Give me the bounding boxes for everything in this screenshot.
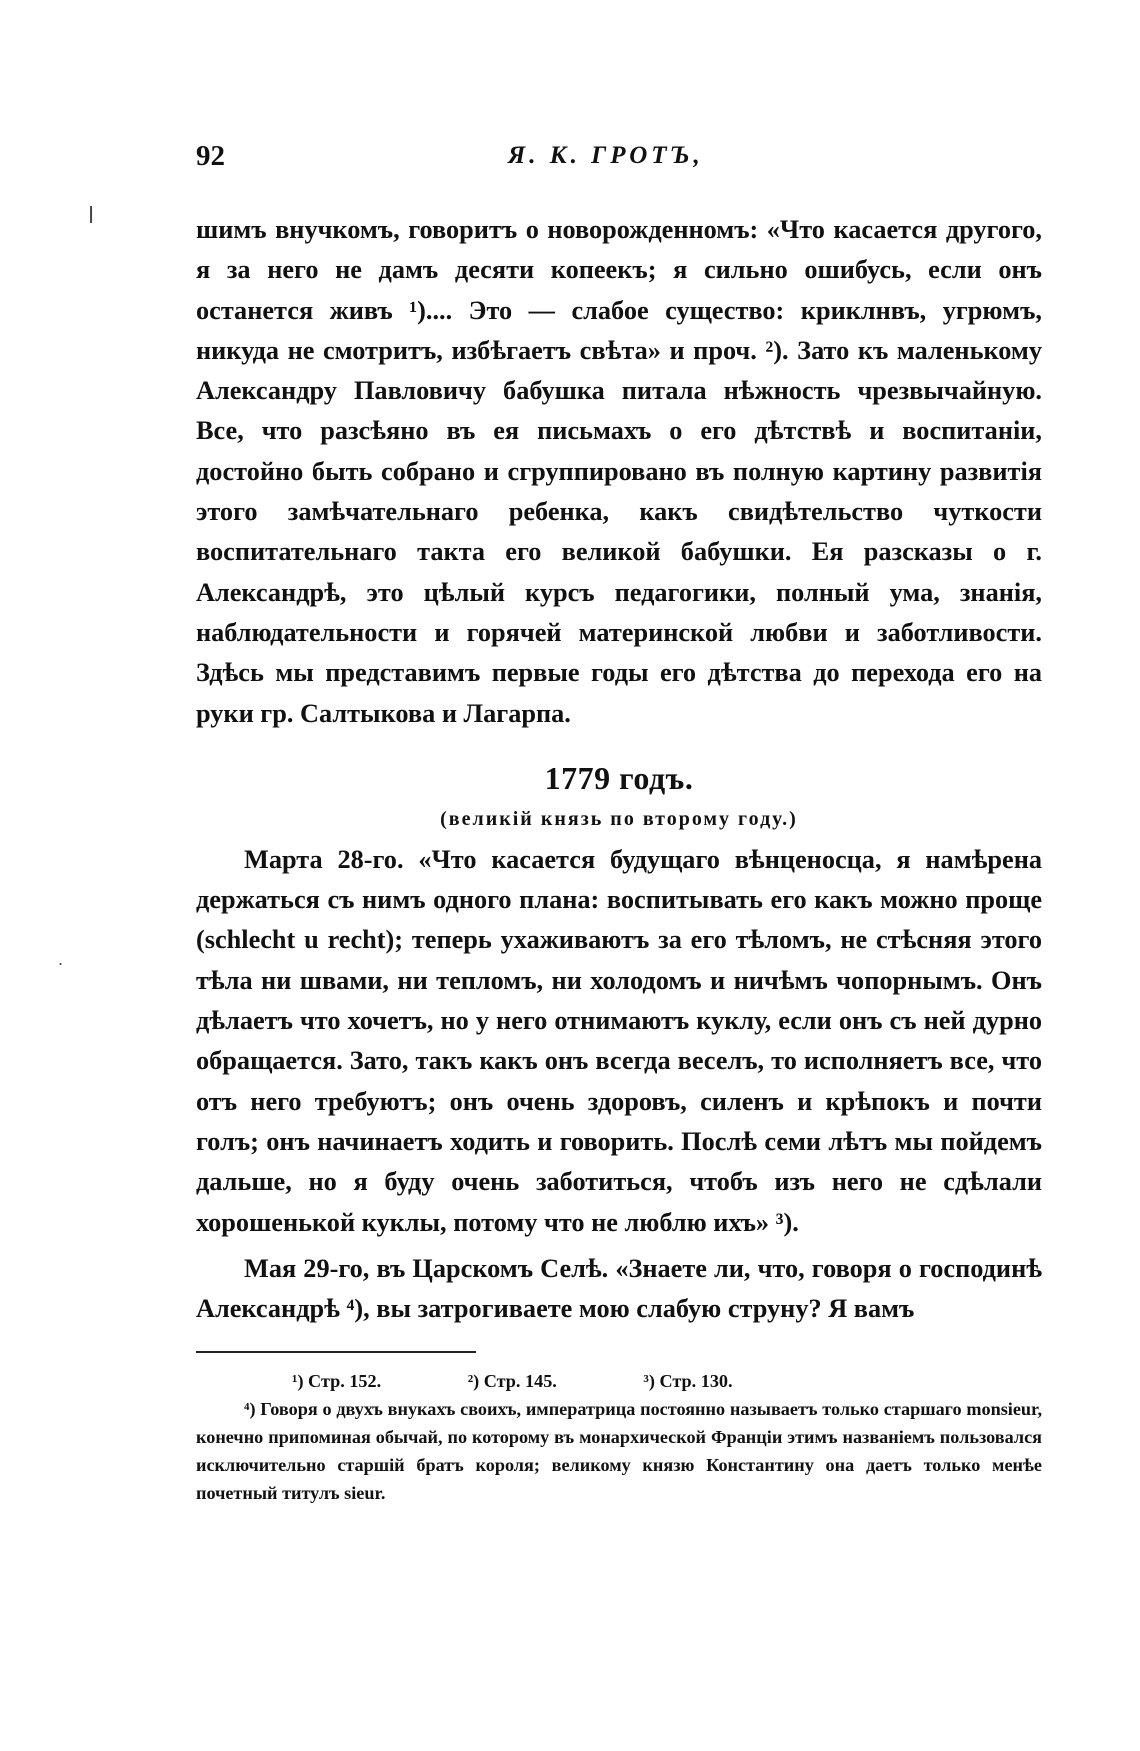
- footnote-3: ³) Стр. 130.: [643, 1371, 733, 1392]
- margin-mark: l: [88, 204, 95, 229]
- footnote-4: ⁴) Говоря о двухъ внукахъ своихъ, императрица постоянно называетъ только старшаго monsieur, конечно припоминая обычай, по которому въ монархической Франціи этимъ названіемъ пользовался исключительно старшій братъ короля; великому князю Константину она даетъ только менѣе почетный титулъ sieur.: [196, 1399, 1042, 1504]
- paragraph: Мая 29-го, въ Царскомъ Селѣ. «Знаете ли, что, говоря о господинѣ Александрѣ ⁴), вы затрогиваете мою слабую струну? Я вамъ: [196, 1253, 1042, 1324]
- section-title: 1779 годъ.: [544, 759, 694, 796]
- footnote-short-refs: [196, 1367, 1042, 1395]
- footnote-separator: [196, 1351, 476, 1353]
- footnote-1: ¹) Стр. 152.: [292, 1371, 382, 1392]
- footnotes: [196, 1367, 1042, 1507]
- section-subtitle: (великій князь по второму году.): [440, 807, 798, 830]
- page-header: [196, 140, 1042, 184]
- main-text: [196, 210, 1042, 1507]
- paragraph: Марта 28-го. «Что касается будущаго вѣнценосца, я намѣрена держаться съ нимъ одного плана: воспитывать его какъ можно проще (schlecht u recht); теперь ухаживаютъ за его тѣломъ, не стѣсняя этого тѣла ни швами, ни тепломъ, ни холодомъ и ничѣмъ чопорнымъ. Онъ дѣлаетъ что хочетъ, но у него отнимаютъ куклу, если онъ съ ней дурно обращается. Зато, такъ какъ онъ всегда веселъ, то исполняетъ все, что отъ него требуютъ; онъ очень здоровъ, силенъ и крѣпокъ и почти голъ; онъ начинаетъ ходить и говорить. Послѣ семи лѣтъ мы пойдемъ дальше, но я буду очень заботиться, чтобъ изъ него не сдѣлали хорошенькой куклы, потому что не люблю ихъ» ³).: [196, 844, 1042, 1237]
- margin-mark: .: [58, 950, 64, 969]
- footnote-2: ²) Стр. 145.: [467, 1371, 557, 1392]
- paragraph: шимъ внучкомъ, говоритъ о новорожденномъ: «Что касается другого, я за него не дамъ десяти копеекъ; я сильно ошибусь, если онъ останется живъ ¹).... Это — слабое существо: криклнвъ, угрюмъ, никуда не смотритъ, избѣгаетъ свѣта» и проч. ²). Зато къ маленькому Александру Павловичу бабушка питала нѣжность чрезвычайную. Все, что разсѣяно въ ея письмахъ о его дѣтствѣ и воспитаніи, достойно быть собрано и сгруппировано въ полную картину развитія этого замѣчательнаго ребенка, какъ свидѣтельство чуткости воспитательнаго такта его великой бабушки. Ея разсказы о г. Александрѣ, это цѣлый курсъ педагогики, полный ума, знанія, наблюдательности и горячей материнской любви и заботливости. Здѣсь мы представимъ первые годы его дѣтства до перехода его на руки гр. Салтыкова и Лагарпа.: [196, 215, 1042, 728]
- page-number: 92: [196, 140, 225, 172]
- running-title: Я. К. ГРОТЪ,: [508, 142, 704, 169]
